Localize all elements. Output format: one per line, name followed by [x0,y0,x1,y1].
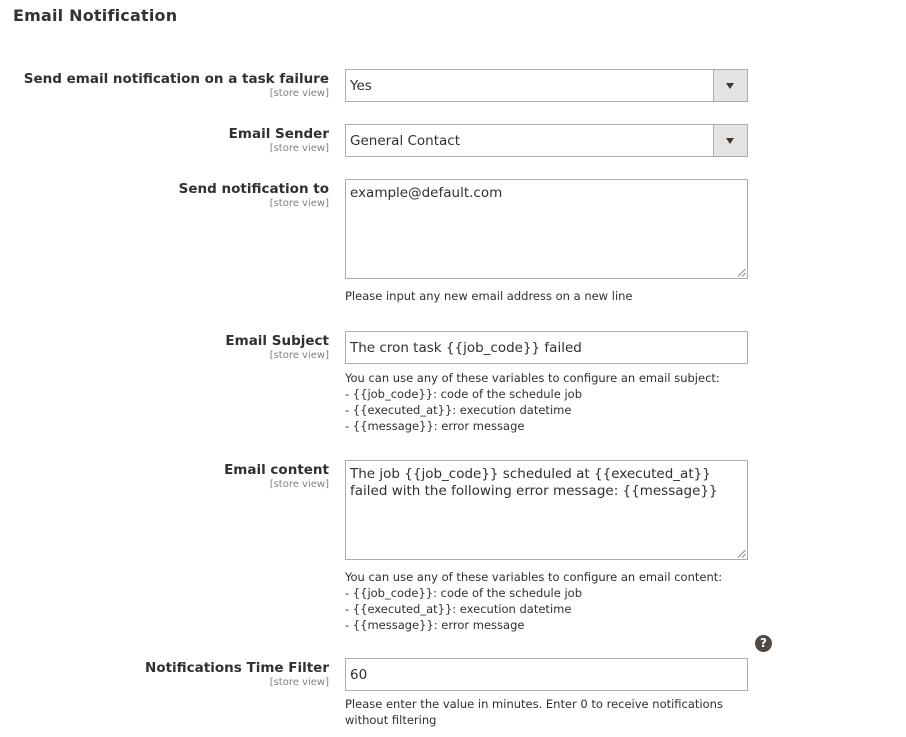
time-filter-note [345,696,745,728]
content-note-line: - {{message}}: error message [345,618,525,632]
subject-note-line: - {{job_code}}: code of the schedule job [345,387,582,401]
section-title[interactable]: Email Notification [13,6,178,25]
select-arrow-button[interactable] [713,125,747,156]
sender-label: Email Sender [228,126,329,142]
content-note-line: - {{job_code}}: code of the schedule job [345,586,582,600]
content-note-line: You can use any of these variables to configure an email content: [345,570,723,584]
subject-note-line: - {{executed_at}}: execution datetime [345,403,572,417]
sender-select[interactable] [345,124,748,157]
time-filter-note-line: without filtering [345,713,437,727]
content-label: Email content [224,462,329,478]
notify-to-note: Please input any new email address on a new line [345,289,633,303]
subject-note-line: You can use any of these variables to configure an email subject: [345,371,720,385]
failure-notify-select[interactable] [345,69,748,102]
content-note-line: - {{executed_at}}: execution datetime [345,602,572,616]
scope-label: [store view] [269,677,329,688]
scope-label: [store view] [269,350,329,361]
scope-label: [store view] [269,479,329,490]
time-filter-label-group [145,659,329,689]
subject-value: The cron task {{job_code}} failed [350,340,582,356]
content-label-group [224,461,329,491]
notify-to-label: Send notification to [178,181,329,197]
subject-note-line: - {{message}}: error message [345,419,525,433]
sender-value: General Contact [350,133,461,149]
content-note [345,569,745,633]
subject-note [345,370,745,434]
content-textarea[interactable] [345,460,748,560]
failure-notify-label-group [24,70,329,100]
scope-label: [store view] [269,88,329,99]
question-circle-icon[interactable]: ? [755,635,772,652]
notify-to-label-group [179,180,329,210]
failure-notify-label: Send email notification on a task failure [23,71,329,87]
notify-to-value: example@default.com [350,185,503,201]
resize-grip-icon[interactable] [737,268,746,277]
subject-label-group [225,332,329,362]
subject-label: Email Subject [225,333,329,349]
scope-label: [store view] [269,143,329,154]
time-filter-input[interactable] [345,658,748,691]
select-arrow-button[interactable] [713,70,747,101]
content-value: The job {{job_code}} scheduled at {{executed_at}} failed with the following error message: {{message}} [350,466,718,499]
time-filter-note-line: Please enter the value in minutes. Enter 0 to receive notifications [345,697,723,711]
resize-grip-icon[interactable] [737,549,746,558]
subject-input[interactable] [345,331,748,364]
time-filter-label: Notifications Time Filter [145,660,329,676]
scope-label: [store view] [269,198,329,209]
failure-notify-value: Yes [350,78,372,94]
sender-label-group [229,125,329,155]
notify-to-textarea[interactable] [345,179,748,279]
chevron-down-icon [726,138,734,144]
chevron-down-icon [726,83,734,89]
time-filter-value: 60 [350,667,368,683]
